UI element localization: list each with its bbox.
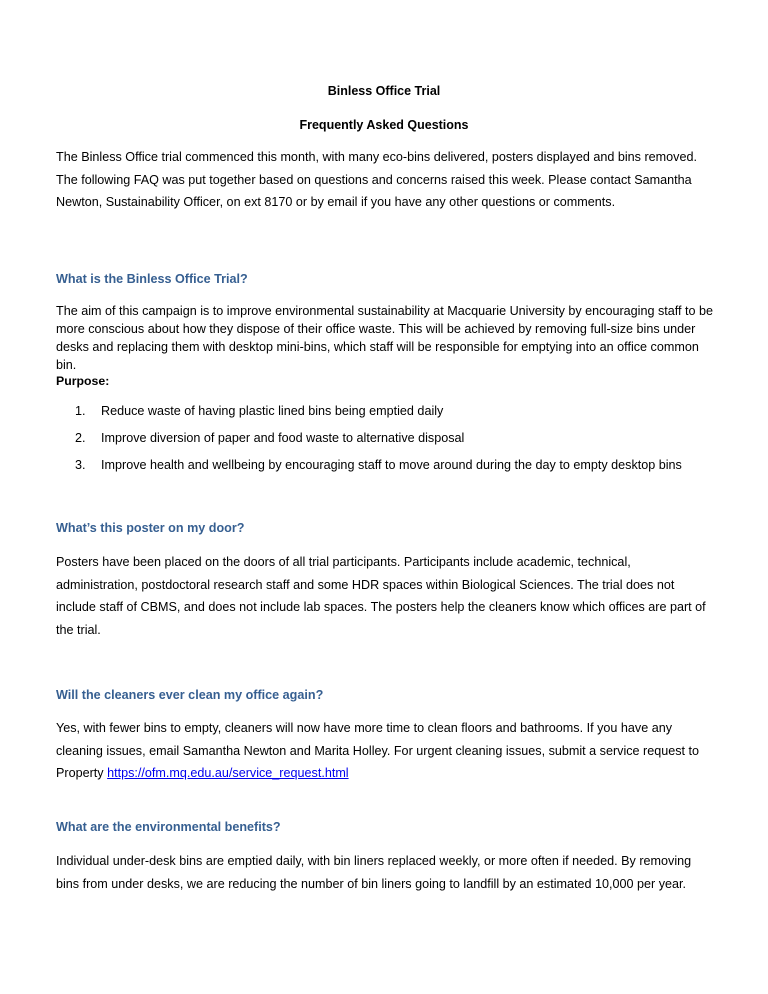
list-item-number: 2. (75, 431, 86, 445)
section-body-environmental-benefits: Individual under-desk bins are emptied daily, with bin liners replaced weekly, or more often if needed. By removing bins from under desks, we are reducing the number of bin liners going to landfill by an estimated 10,000 per year. (56, 854, 692, 891)
section-body-cleaners (56, 717, 716, 785)
document-title: Binless Office Trial (327, 84, 441, 98)
section-heading-environmental-benefits: What are the environmental benefits? (56, 820, 281, 834)
section-body-cleaners-text: Yes, with fewer bins to empty, cleaners will now have more time to clean floors and bathrooms. If you have any cleaning issues, email Samantha Newton and Marita Holley. For urgent cleaning issues, submit a service request to Property (56, 721, 700, 780)
list-item-number: 1. (75, 404, 86, 418)
list-item-text: Improve health and wellbeing by encouraging staff to move around during the day to empty desktop bins (101, 458, 682, 472)
section-heading-poster: What’s this poster on my door? (56, 521, 245, 535)
list-item (75, 430, 715, 447)
purpose-label: Purpose: (56, 374, 110, 388)
intro-paragraph: The Binless Office trial commenced this month, with many eco-bins delivered, posters displayed and bins removed. The following FAQ was put together based on questions and concerns raised this week. Please contact Samantha Newton, Sustainability Officer, on ext 8170 or by email if you have any other questions or comments. (56, 150, 697, 209)
service-request-link[interactable]: https://ofm.mq.edu.au/service_request.html (107, 766, 349, 780)
list-item-text: Reduce waste of having plastic lined bins being emptied daily (101, 404, 444, 418)
section-body-binless-trial: The aim of this campaign is to improve environmental sustainability at Macquarie University by encouraging staff to be more conscious about how they dispose of their office waste. This will be achieved by removing full-size bins under desks and replacing them with desktop mini-bins, which staff will be responsible for emptying into an office common bin. (56, 304, 714, 372)
purpose-list (75, 403, 715, 484)
section-heading-binless-trial: What is the Binless Office Trial? (56, 272, 248, 286)
list-item (75, 403, 715, 420)
list-item-number: 3. (75, 458, 86, 472)
section-body-poster: Posters have been placed on the doors of all trial participants. Participants include academic, technical, administration, postdoctoral research staff and some HDR spaces within Biological Sciences. The trial does not include staff of CBMS, and does not include lab spaces. The posters help the cleaners know which offices are part of the trial. (56, 555, 706, 637)
list-item (75, 457, 715, 474)
section-heading-cleaners: Will the cleaners ever clean my office again? (56, 688, 324, 702)
list-item-text: Improve diversion of paper and food waste to alternative disposal (101, 431, 465, 445)
document-subtitle: Frequently Asked Questions (299, 118, 469, 132)
